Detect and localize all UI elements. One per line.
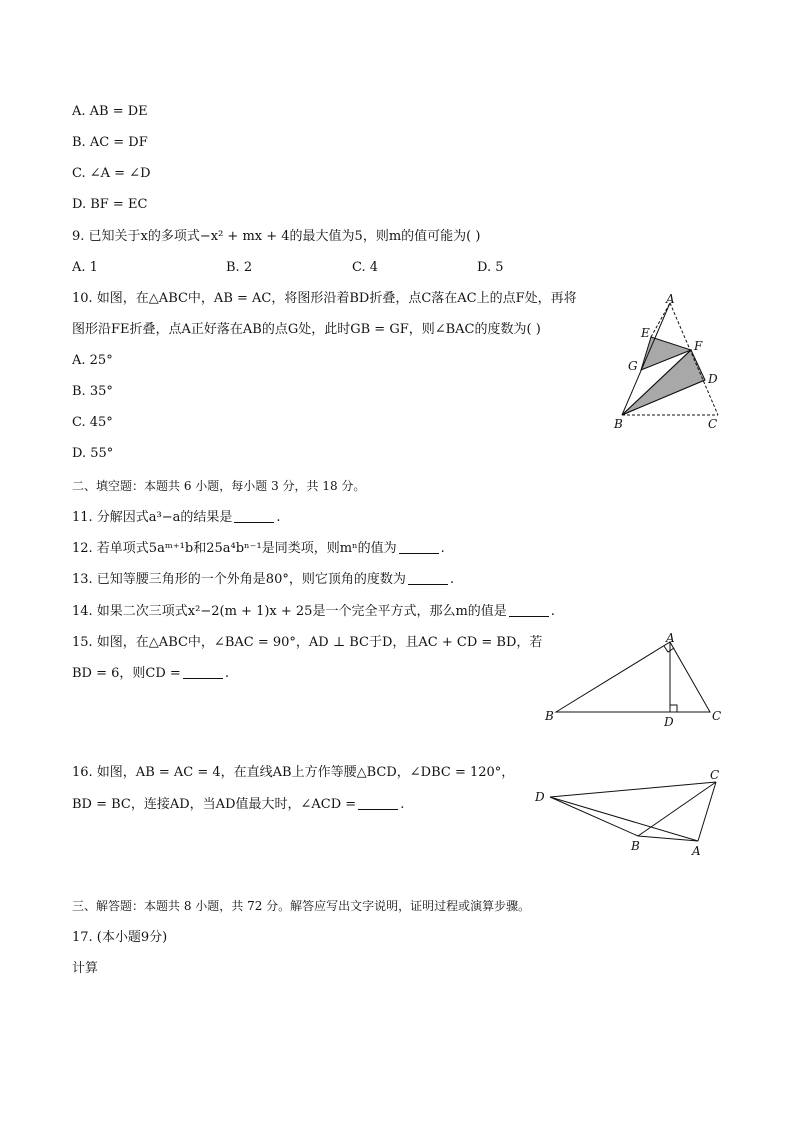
q14-text: 14. 如果二次三项式x²−2(m + 1)x + 25是一个完全平方式，那么m的值是 xyxy=(72,604,507,619)
q12-text: 12. 若单项式5aᵐ⁺¹b和25a⁴bⁿ⁻¹是同类项，则mⁿ的值为 xyxy=(72,541,397,556)
q13-answer-blank[interactable] xyxy=(408,572,448,585)
q16-label-c: C xyxy=(710,768,720,782)
q16-figure xyxy=(530,764,730,864)
q15-text: BD = 6，则CD = xyxy=(72,666,181,681)
q9-option-d: D. 5 xyxy=(477,260,504,275)
q10-stem-line2: 图形沿FE折叠，点A正好落在AB的点G处，此时GB = GF，则∠BAC的度数为( ) xyxy=(72,322,541,337)
q15-end: . xyxy=(224,666,229,681)
q9-stem: 9. 已知关于x的多项式−x² + mx + 4的最大值为5，则m的值可能为( ) xyxy=(72,229,481,244)
q10-label-b: B xyxy=(614,417,623,431)
q15-answer-blank[interactable] xyxy=(183,666,223,679)
q15-right-angle-d xyxy=(670,705,677,712)
q14-end: . xyxy=(550,604,555,619)
q16-answer-blank[interactable] xyxy=(358,797,398,810)
q11-answer-blank[interactable] xyxy=(234,510,274,523)
q17-body: 计算 xyxy=(72,961,99,976)
q15-label-c: C xyxy=(712,709,722,723)
q16-end: . xyxy=(400,797,405,812)
q10-label-f: F xyxy=(694,339,703,353)
q16-stem-line1: 16. 如图，AB = AC = 4，在直线AB上方作等腰△BCD，∠DBC = 120°， xyxy=(72,765,515,780)
q13-end: . xyxy=(449,572,454,587)
q13-text: 13. 已知等腰三角形的一个外角是80°，则它顶角的度数为 xyxy=(72,572,406,587)
q16-label-d: D xyxy=(535,790,545,804)
q13 xyxy=(72,571,454,589)
q11-end: . xyxy=(276,510,281,525)
q17-title: 17. (本小题9分) xyxy=(72,930,168,945)
q10-label-c: C xyxy=(708,417,718,431)
q8-option-d: D. BF = EC xyxy=(72,197,148,212)
q10-option-b: B. 35° xyxy=(72,384,113,399)
section-2-heading: 二、填空题：本题共 6 小题，每小题 3 分，共 18 分。 xyxy=(72,479,366,493)
q10-label-g: G xyxy=(628,359,638,373)
q8-option-c: C. ∠A = ∠D xyxy=(72,166,151,181)
q10-figure xyxy=(608,290,738,435)
q11 xyxy=(72,509,281,527)
q15-label-b: B xyxy=(545,709,554,723)
q12-end: . xyxy=(440,541,445,556)
q16-text: BD = BC，连接AD，当AD值最大时，∠ACD = xyxy=(72,797,357,812)
q11-text: 11. 分解因式a³−a的结果是 xyxy=(72,510,233,525)
q10-stem-line1: 10. 如图，在△ABC中，AB = AC，将图形沿着BD折叠，点C落在AC上的点F处，再将 xyxy=(72,291,577,306)
q10-label-e: E xyxy=(641,326,650,340)
q15-label-d: D xyxy=(664,715,674,729)
q10-option-d: D. 55° xyxy=(72,446,114,461)
section-3-heading: 三、解答题：本题共 8 小题，共 72 分。解答应写出文字说明，证明过程或演算步骤。 xyxy=(72,899,531,913)
q9-option-c: C. 4 xyxy=(352,260,379,275)
q10-label-d: D xyxy=(708,372,718,386)
q10-option-a: A. 25° xyxy=(72,353,113,368)
q15-stem-line1: 15. 如图，在△ABC中，∠BAC = 90°，AD ⊥ BC于D，且AC + CD = BD，若 xyxy=(72,635,543,650)
q12-answer-blank[interactable] xyxy=(399,541,439,554)
q9-option-b: B. 2 xyxy=(226,260,253,275)
q16-stem-line2 xyxy=(72,796,404,814)
q15-stem-line2 xyxy=(72,665,229,683)
q16-label-b: B xyxy=(631,839,640,853)
q12 xyxy=(72,540,445,558)
q16-label-a: A xyxy=(692,844,701,858)
q15-label-a: A xyxy=(666,631,675,645)
q9-option-a: A. 1 xyxy=(72,260,98,275)
q14-answer-blank[interactable] xyxy=(509,604,549,617)
q15-figure xyxy=(540,630,730,730)
q8-option-a: A. AB = DE xyxy=(72,104,148,119)
q10-label-a: A xyxy=(666,292,675,306)
q10-option-c: C. 45° xyxy=(72,415,113,430)
q8-option-b: B. AC = DF xyxy=(72,135,148,150)
q15-triangle xyxy=(556,642,710,712)
q14 xyxy=(72,603,555,621)
